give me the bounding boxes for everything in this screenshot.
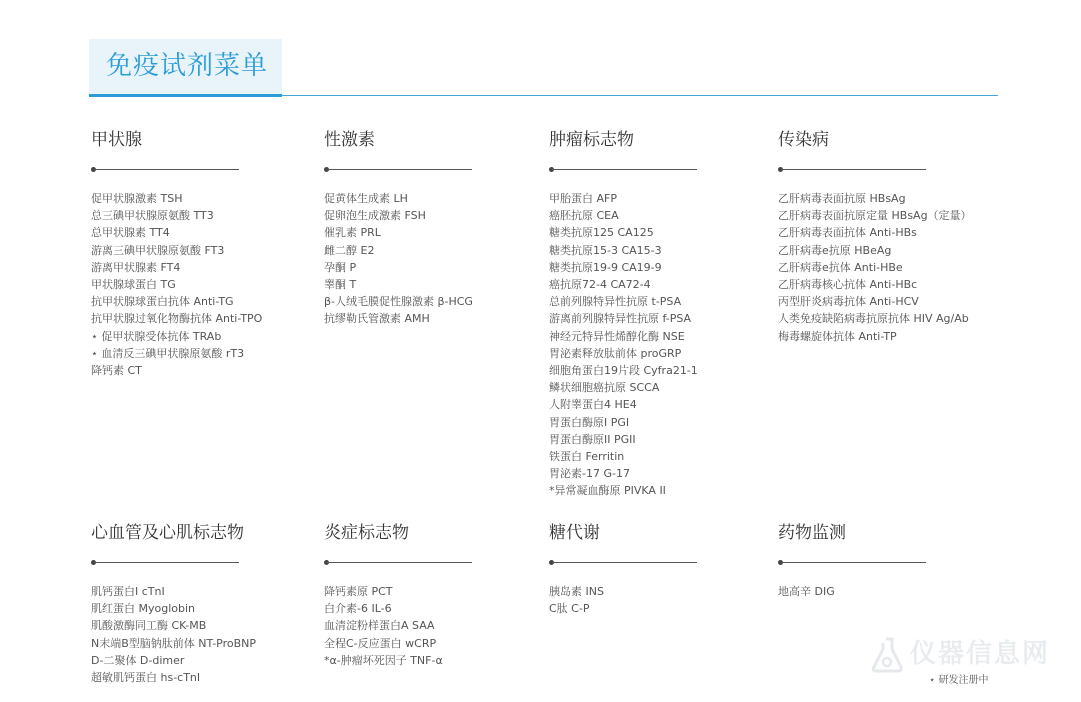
section-title: 性激素 [324, 130, 375, 150]
list-item: 肌酸激酶同工酶 CK-MB [91, 619, 207, 633]
list-item: 催乳素 PRL [324, 226, 381, 240]
section-title: 药物监测 [778, 523, 846, 543]
list-item: 白介素-6 IL-6 [324, 602, 392, 616]
item-list [91, 583, 317, 686]
list-item: 降钙素原 PCT [324, 585, 393, 598]
item-list [549, 190, 775, 500]
list-item: β-人绒毛膜促性腺激素 β-HCG [324, 295, 473, 309]
list-item: 游离三碘甲状腺原氨酸 FT3 [91, 243, 225, 257]
list-item: 鳞状细胞癌抗原 SCCA [549, 381, 660, 395]
list-item: 游离前列腺特异性抗原 f-PSA [549, 312, 692, 326]
item-list [324, 583, 550, 669]
section-rule [91, 559, 239, 567]
list-item: 肌钙蛋白I cTnI [91, 585, 165, 598]
section-tumor-markers [549, 129, 775, 500]
list-item: 总前列腺特异性抗原 t-PSA [549, 295, 682, 309]
list-item: 促卵泡生成激素 FSH [324, 209, 426, 223]
title-divider-accent [89, 94, 282, 97]
list-item: 胰岛素 INS [549, 585, 604, 598]
list-item: 抗缪勒氏管激素 AMH [324, 312, 430, 326]
list-item: ⋆ 促甲状腺受体抗体 TRAb [91, 329, 222, 343]
section-title: 甲状腺 [91, 130, 142, 150]
list-item: 人附睾蛋白4 HE4 [549, 398, 637, 412]
list-item: 乙肝病毒核心抗体 Anti-HBc [778, 278, 918, 292]
list-item: 糖类抗原125 CA125 [549, 226, 654, 240]
watermark [866, 635, 1076, 675]
list-item: 抗甲状腺球蛋白抗体 Anti-TG [91, 295, 234, 309]
list-item: 乙肝病毒表面抗原 HBsAg [778, 192, 906, 205]
item-list [778, 583, 1004, 600]
list-item: 降钙素 CT [91, 364, 142, 378]
list-item: 癌胚抗原 CEA [549, 209, 619, 223]
list-item: 促甲状腺激素 TSH [91, 192, 183, 205]
list-item: 超敏肌钙蛋白 hs-cTnI [91, 671, 201, 685]
section-thyroid [91, 129, 317, 379]
list-item: 癌抗原72-4 CA72-4 [549, 278, 651, 292]
section-inflammation-markers [324, 522, 550, 669]
list-item: 人类免疫缺陷病毒抗原抗体 HIV Ag/Ab [778, 312, 969, 326]
list-item: 胃泌素释放肽前体 proGRP [549, 346, 682, 360]
list-item: N末端B型脑钠肽前体 NT-ProBNP [91, 636, 257, 650]
list-item: 铁蛋白 Ferritin [549, 450, 625, 464]
section-title: 糖代谢 [549, 523, 600, 543]
section-rule [549, 166, 697, 174]
list-item: *α-肿瘤坏死因子 TNF-α [324, 653, 443, 667]
list-item: 地高辛 DIG [778, 585, 835, 598]
section-glucose-metabolism [549, 522, 775, 617]
list-item: 乙肝病毒e抗原 HBeAg [778, 243, 892, 257]
section-title: 炎症标志物 [324, 523, 409, 543]
section-rule [778, 559, 926, 567]
watermark-text: 仪器信息网 [910, 639, 1051, 669]
list-item: 乙肝病毒表面抗原定量 HBsAg（定量） [778, 209, 972, 223]
list-item: *异常凝血酶原 PIVKA II [549, 484, 666, 498]
footnote: ⋆ 研发注册中 [929, 675, 989, 686]
list-item: 胃泌素-17 G-17 [549, 467, 630, 481]
list-item: ⋆ 血清反三碘甲状腺原氨酸 rT3 [91, 346, 245, 360]
list-item: 甲胎蛋白 AFP [549, 192, 617, 205]
list-item: 全程C-反应蛋白 wCRP [324, 636, 437, 650]
section-rule [778, 166, 926, 174]
section-cardiac-markers [91, 522, 317, 686]
section-rule [91, 166, 239, 174]
item-list [324, 190, 550, 328]
list-item: 孕酮 P [324, 260, 357, 274]
list-item: 胃蛋白酶原II PGII [549, 432, 636, 446]
list-item: 甲状腺球蛋白 TG [91, 278, 176, 292]
item-list [778, 190, 1004, 345]
section-rule [324, 166, 472, 174]
watermark-flask-icon [866, 635, 906, 675]
list-item: 雌二醇 E2 [324, 243, 375, 257]
list-item: 总三碘甲状腺原氨酸 TT3 [91, 209, 214, 223]
list-item: 促黄体生成素 LH [324, 192, 408, 205]
page-title: 免疫试剂菜单 [106, 51, 269, 81]
section-title: 肿瘤标志物 [549, 130, 634, 150]
section-title: 传染病 [778, 130, 829, 150]
list-item: D-二聚体 D-dimer [91, 653, 185, 667]
section-rule [324, 559, 472, 567]
list-item: 肌红蛋白 Myoglobin [91, 602, 196, 616]
item-list [91, 190, 317, 379]
list-item: 糖类抗原15-3 CA15-3 [549, 243, 662, 257]
list-item: 乙肝病毒表面抗体 Anti-HBs [778, 226, 917, 240]
section-infectious-disease [778, 129, 1004, 345]
list-item: C肽 C-P [549, 602, 590, 616]
section-drug-monitoring [778, 522, 1004, 600]
list-item: 总甲状腺素 TT4 [91, 226, 170, 240]
list-item: 血清淀粉样蛋白A SAA [324, 619, 435, 633]
list-item: 乙肝病毒e抗体 Anti-HBe [778, 260, 903, 274]
item-list [549, 583, 775, 617]
list-item: 梅毒螺旋体抗体 Anti-TP [778, 329, 897, 343]
list-item: 糖类抗原19-9 CA19-9 [549, 260, 662, 274]
section-sex-hormones [324, 129, 550, 328]
section-rule [549, 559, 697, 567]
list-item: 游离甲状腺素 FT4 [91, 260, 181, 274]
list-item: 胃蛋白酶原I PGI [549, 415, 630, 429]
list-item: 神经元特异性烯醇化酶 NSE [549, 329, 685, 343]
list-item: 细胞角蛋白19片段 Cyfra21-1 [549, 364, 698, 378]
list-item: 抗甲状腺过氧化物酶抗体 Anti-TPO [91, 312, 263, 326]
section-title: 心血管及心肌标志物 [91, 523, 244, 543]
list-item: 丙型肝炎病毒抗体 Anti-HCV [778, 295, 919, 309]
list-item: 睾酮 T [324, 278, 357, 292]
